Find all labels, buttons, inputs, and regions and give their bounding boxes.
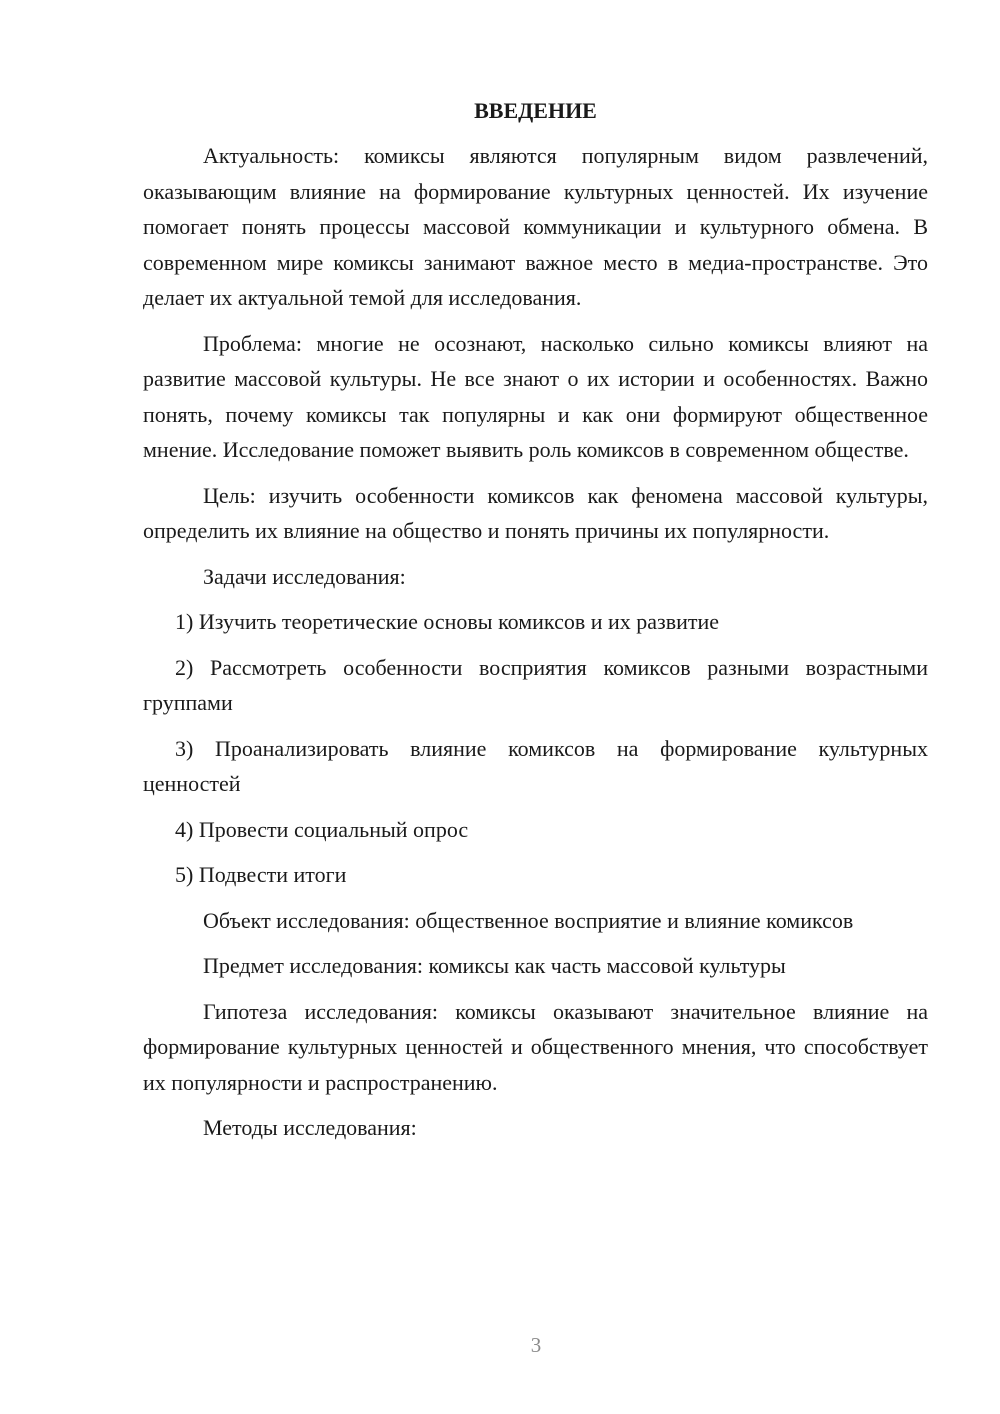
task-item: 3) Проанализировать влияние комиксов на формирование культурных ценностей [143,735,928,796]
paragraph-subject: Предмет исследования: комиксы как часть массовой культуры [203,953,786,978]
paragraph-goal: Цель: изучить особенности комиксов как феномена массовой культуры, определить их влияние на общество и понять причины их популярности. [143,482,928,543]
task-item: 2) Рассмотреть особенности восприятия комиксов разными возрастными группами [143,654,928,715]
paragraph-problem: Проблема: многие не осознают, насколько сильно комиксы влияют на развитие массовой культуры. Не все знают о их истории и особенностях. Важно понять, почему комиксы так популярны и как они формируют общественное мнение. Исследование поможет выявить роль комиксов в современном обществе. [143,330,928,462]
paragraph-object: Объект исследования: общественное восприятие и влияние комиксов [203,907,854,933]
paragraph-tasks-heading: Задачи исследования: [203,563,406,589]
page-number: 3 [530,1333,542,1357]
task-item: 5) Подвести итоги [175,862,347,887]
paragraph-hypothesis: Гипотеза исследования: комиксы оказывают значительное влияние на формирование культурных ценностей и общественного мнения, что способствует их популярности и распространению. [143,998,928,1095]
page-body [143,93,928,1156]
page-title: ВВЕДЕНИЕ [474,98,597,123]
paragraph-methods: Методы исследования: [203,1115,417,1140]
task-item: 1) Изучить теоретические основы комиксов и их развитие [175,609,720,634]
task-item: 4) Провести социальный опрос [175,816,469,842]
paragraph-relevance: Актуальность: комиксы являются популярным видом развлечений, оказывающим влияние на формирование культурных ценностей. Их изучение помогает понять процессы массовой коммуникации и культурного обмена. В современном мире комиксы занимают важное место в медиа-пространстве. Это делает их актуальной темой для исследования. [143,143,928,310]
